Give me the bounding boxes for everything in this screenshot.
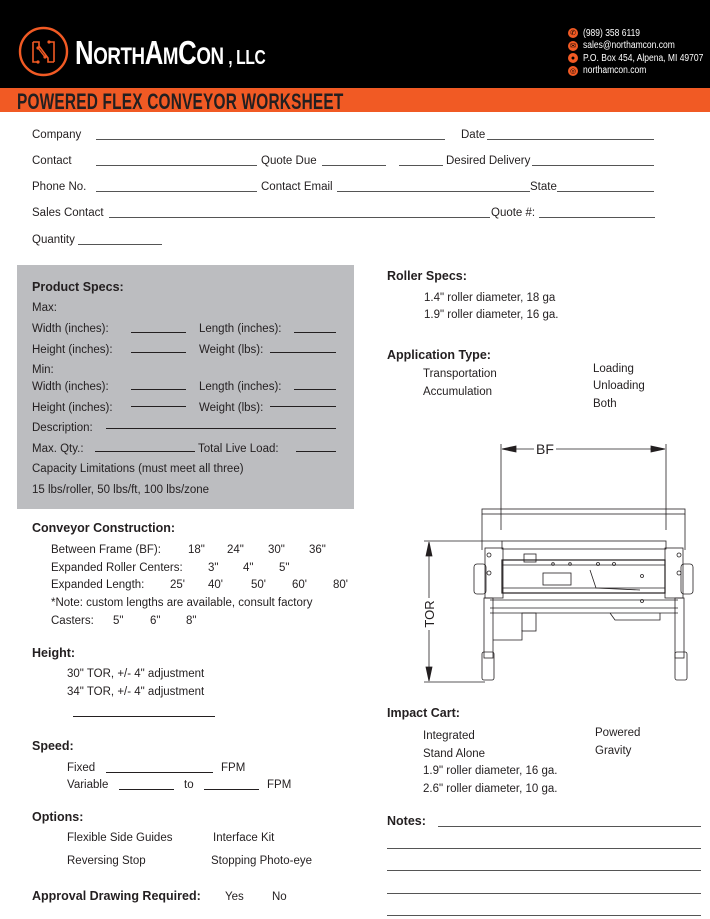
contact-phone	[568, 27, 710, 40]
variable-speed-label: Variable	[67, 779, 109, 791]
impact-cart-option-integrated[interactable]: Integrated	[423, 730, 475, 742]
application-option-unloading[interactable]: Unloading	[593, 380, 645, 392]
title-banner	[0, 88, 710, 112]
impact-cart-option-stand-alone[interactable]: Stand Alone	[423, 748, 486, 760]
max-width-field[interactable]	[131, 332, 186, 333]
brand-letter: N	[75, 34, 94, 71]
date-field[interactable]	[487, 139, 654, 140]
max-qty-label: Max. Qty.:	[32, 443, 84, 455]
notes-line[interactable]	[387, 893, 701, 894]
total-live-load-field[interactable]	[296, 451, 336, 452]
min-width-label: Width (inches):	[32, 381, 109, 393]
fixed-speed-label: Fixed	[67, 762, 96, 774]
speed-heading: Speed:	[32, 739, 74, 753]
bf-option[interactable]: 36"	[309, 544, 326, 556]
option-interface-kit[interactable]: Interface Kit	[213, 832, 275, 844]
custom-height-field[interactable]	[73, 716, 215, 717]
brand-letter: A	[144, 34, 163, 71]
product-specs-heading: Product Specs:	[32, 280, 124, 294]
custom-length-note: *Note: custom lengths are available, consult factory	[51, 597, 313, 609]
min-label: Min:	[32, 364, 54, 376]
min-length-label: Length (inches):	[199, 381, 282, 393]
min-weight-field[interactable]	[270, 406, 336, 407]
conveyor-construction-heading: Conveyor Construction:	[32, 521, 176, 535]
application-option-both[interactable]: Both	[593, 398, 617, 410]
min-weight-label: Weight (lbs):	[199, 402, 264, 414]
casters-option[interactable]: 8"	[186, 615, 197, 627]
approval-drawing-heading: Approval Drawing Required:	[32, 889, 201, 903]
approval-no-option[interactable]: No	[272, 891, 287, 903]
contact-text: P.O. Box 454, Alpena, MI 49707	[583, 52, 704, 64]
max-qty-field[interactable]	[95, 451, 195, 452]
company-field[interactable]	[96, 139, 445, 140]
height-option[interactable]: 34" TOR, +/- 4" adjustment	[67, 686, 205, 698]
option-reversing-stop[interactable]: Reversing Stop	[67, 855, 146, 867]
between-frame-label: Between Frame (BF):	[51, 544, 161, 556]
brand-letters: M	[162, 43, 179, 70]
notes-line[interactable]	[387, 870, 701, 871]
tor-dimension-label: TOR	[422, 600, 437, 628]
roller-option[interactable]: 1.9" roller diameter, 16 ga.	[424, 309, 559, 321]
max-weight-label: Weight (lbs):	[199, 344, 264, 356]
length-option[interactable]: 50'	[251, 579, 266, 591]
description-label: Description:	[32, 422, 93, 434]
max-weight-field[interactable]	[270, 352, 336, 353]
company-label: Company	[32, 129, 82, 141]
casters-option[interactable]: 6"	[150, 615, 161, 627]
casters-option[interactable]: 5"	[113, 615, 124, 627]
max-width-label: Width (inches):	[32, 323, 109, 335]
max-height-field[interactable]	[131, 352, 186, 353]
phone-label: Phone No.	[32, 181, 87, 193]
sales-contact-label: Sales Contact	[32, 207, 104, 219]
application-option-loading[interactable]: Loading	[593, 363, 634, 375]
expanded-length-label: Expanded Length:	[51, 579, 145, 591]
quote-number-field[interactable]	[539, 217, 655, 218]
impact-cart-option-roller-26[interactable]: 2.6" roller diameter, 10 ga.	[423, 783, 558, 795]
worksheet-title: POWERED FLEX CONVEYOR WORKSHEET	[17, 89, 344, 114]
bf-option[interactable]: 30"	[268, 544, 285, 556]
notes-line[interactable]	[387, 915, 701, 916]
min-height-field[interactable]	[131, 406, 186, 407]
contact-text: (989) 358 6119	[583, 27, 641, 39]
bf-option[interactable]: 18"	[188, 544, 205, 556]
brand-suffix: , LLC	[228, 47, 266, 69]
application-type-heading: Application Type:	[387, 348, 491, 362]
quote-due-field[interactable]	[322, 165, 386, 166]
phone-field[interactable]	[96, 191, 257, 192]
centers-option[interactable]: 4"	[243, 562, 254, 574]
state-label: State	[530, 181, 557, 193]
bf-option[interactable]: 24"	[227, 544, 244, 556]
length-option[interactable]: 25'	[170, 579, 185, 591]
mail-icon: ✉	[568, 41, 578, 51]
quantity-field[interactable]	[78, 244, 162, 245]
contact-email-label: Contact Email	[261, 181, 333, 193]
notes-line[interactable]	[387, 848, 701, 849]
desired-delivery-label: Desired Delivery	[446, 155, 531, 167]
contact-address	[568, 52, 710, 65]
fixed-speed-field[interactable]	[106, 772, 213, 773]
roller-option[interactable]: 1.4" roller diameter, 18 ga	[424, 292, 556, 304]
variable-speed-min-field[interactable]	[119, 789, 174, 790]
northamcon-logo-icon	[18, 26, 69, 77]
max-length-field[interactable]	[294, 332, 336, 333]
location-pin-icon: ●	[568, 53, 578, 63]
min-width-field[interactable]	[131, 389, 186, 390]
contact-text: northamcon.com	[583, 65, 647, 77]
quote-due-field-extra[interactable]	[399, 165, 443, 166]
contact-info	[568, 27, 710, 77]
height-heading: Height:	[32, 646, 76, 660]
approval-yes-option[interactable]: Yes	[225, 891, 244, 903]
height-option[interactable]: 30" TOR, +/- 4" adjustment	[67, 668, 205, 680]
contact-website[interactable]	[568, 65, 710, 78]
sales-contact-field[interactable]	[109, 217, 490, 218]
length-option[interactable]: 80'	[333, 579, 348, 591]
roller-specs-heading: Roller Specs:	[387, 269, 467, 283]
contact-email[interactable]	[568, 40, 710, 53]
quote-number-label: Quote #:	[491, 207, 536, 219]
min-height-label: Height (inches):	[32, 402, 113, 414]
application-option-transportation[interactable]: Transportation	[423, 368, 497, 380]
roller-centers-label: Expanded Roller Centers:	[51, 562, 183, 574]
capacity-limitations-values: 15 lbs/roller, 50 lbs/ft, 100 lbs/zone	[32, 484, 210, 496]
brand-letter: C	[178, 34, 197, 71]
capacity-limitations-title: Capacity Limitations (must meet all three)	[32, 463, 244, 475]
brand-letters: ORTH	[93, 43, 145, 70]
options-heading: Options:	[32, 810, 84, 824]
desired-delivery-field[interactable]	[532, 165, 654, 166]
application-option-accumulation[interactable]: Accumulation	[423, 386, 493, 398]
quote-due-label: Quote Due	[261, 155, 317, 167]
contact-label: Contact	[32, 155, 72, 167]
centers-option[interactable]: 5"	[279, 562, 290, 574]
impact-cart-option-roller-19[interactable]: 1.9" roller diameter, 16 ga.	[423, 765, 558, 777]
globe-icon: ◎	[569, 67, 577, 75]
brand-name	[75, 34, 265, 72]
length-option[interactable]: 40'	[208, 579, 223, 591]
variable-speed-to-label: to	[184, 779, 194, 791]
description-field[interactable]	[106, 428, 336, 429]
contact-text: sales@northamcon.com	[583, 40, 675, 52]
impact-cart-heading: Impact Cart:	[387, 706, 460, 720]
option-flexible-side-guides[interactable]: Flexible Side Guides	[67, 832, 173, 844]
conveyor-diagram	[410, 430, 710, 690]
bf-dimension-label: BF	[536, 441, 554, 457]
notes-line[interactable]	[438, 826, 701, 827]
option-stopping-photo-eye[interactable]: Stopping Photo-eye	[211, 855, 313, 867]
variable-speed-unit: FPM	[267, 779, 292, 791]
length-option[interactable]: 60'	[292, 579, 307, 591]
max-length-label: Length (inches):	[199, 323, 282, 335]
brand-letters: ON	[196, 43, 224, 70]
min-length-field[interactable]	[294, 389, 336, 390]
max-height-label: Height (inches):	[32, 344, 113, 356]
total-live-load-label: Total Live Load:	[198, 443, 279, 455]
variable-speed-max-field[interactable]	[204, 789, 259, 790]
phone-icon: ✆	[568, 28, 578, 38]
centers-option[interactable]: 3"	[208, 562, 219, 574]
contact-field[interactable]	[96, 165, 257, 166]
date-label: Date	[461, 129, 486, 141]
fixed-speed-unit: FPM	[221, 762, 246, 774]
max-label: Max:	[32, 302, 57, 314]
contact-email-field[interactable]	[337, 191, 530, 192]
casters-label: Casters:	[51, 615, 94, 627]
impact-cart-option-gravity[interactable]: Gravity	[595, 745, 632, 757]
quantity-label: Quantity	[32, 234, 75, 246]
state-field[interactable]	[557, 191, 654, 192]
impact-cart-option-powered[interactable]: Powered	[595, 727, 641, 739]
header-bar	[0, 0, 710, 88]
notes-heading: Notes:	[387, 814, 426, 828]
